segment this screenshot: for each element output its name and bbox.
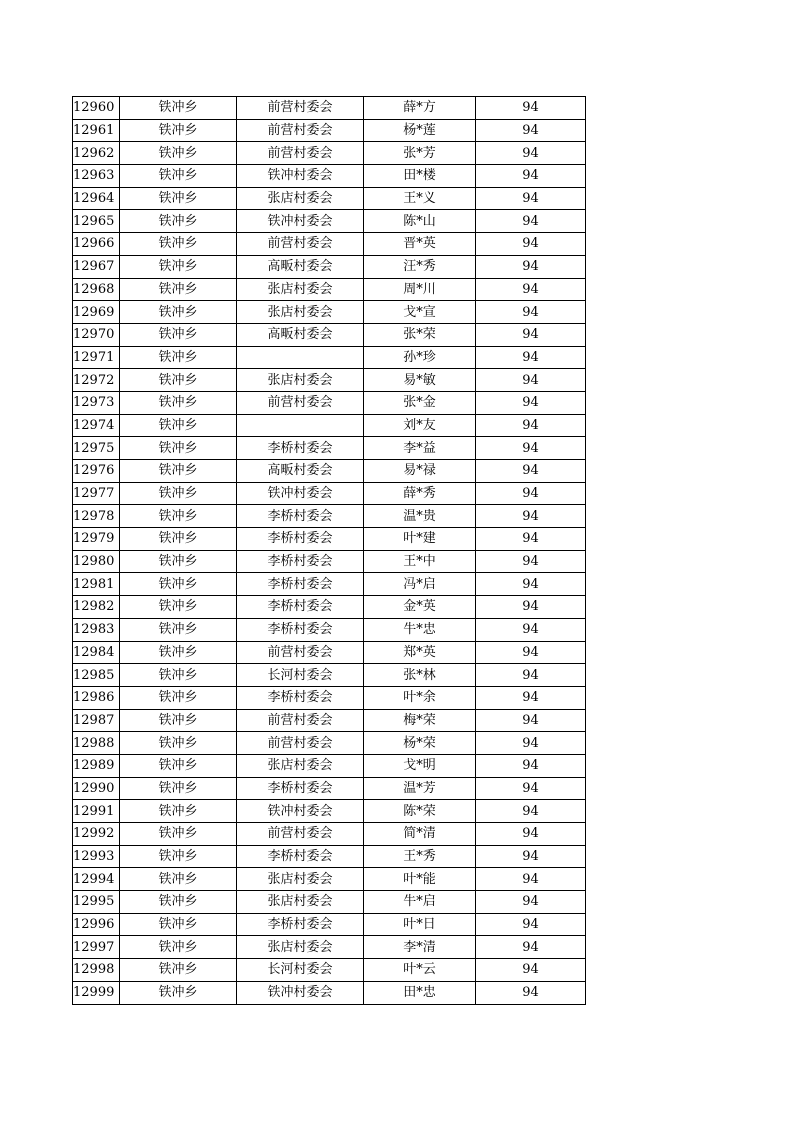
person-name-cell: 牛*启 xyxy=(364,891,476,914)
table-row xyxy=(73,845,586,868)
score-cell: 94 xyxy=(476,210,586,233)
town-cell: 铁冲乡 xyxy=(120,641,237,664)
score-cell: 94 xyxy=(476,437,586,460)
score-cell: 94 xyxy=(476,777,586,800)
town-cell: 铁冲乡 xyxy=(120,437,237,460)
town-cell: 铁冲乡 xyxy=(120,301,237,324)
table-row xyxy=(73,913,586,936)
row-id-cell: 12968 xyxy=(73,278,120,301)
person-name-cell: 金*英 xyxy=(364,596,476,619)
table-row xyxy=(73,709,586,732)
row-id-cell: 12987 xyxy=(73,709,120,732)
score-cell: 94 xyxy=(476,845,586,868)
village-committee-cell: 铁冲村委会 xyxy=(237,981,364,1004)
village-committee-cell: 铁冲村委会 xyxy=(237,210,364,233)
score-cell: 94 xyxy=(476,346,586,369)
village-committee-cell: 张店村委会 xyxy=(237,301,364,324)
person-name-cell: 简*清 xyxy=(364,823,476,846)
table-row xyxy=(73,981,586,1004)
score-cell: 94 xyxy=(476,482,586,505)
person-name-cell: 田*楼 xyxy=(364,165,476,188)
score-cell: 94 xyxy=(476,686,586,709)
score-cell: 94 xyxy=(476,301,586,324)
score-cell: 94 xyxy=(476,165,586,188)
person-name-cell: 张*金 xyxy=(364,391,476,414)
person-name-cell: 叶*日 xyxy=(364,913,476,936)
score-cell: 94 xyxy=(476,596,586,619)
person-name-cell: 叶*建 xyxy=(364,528,476,551)
table-row xyxy=(73,732,586,755)
town-cell: 铁冲乡 xyxy=(120,165,237,188)
town-cell: 铁冲乡 xyxy=(120,142,237,165)
town-cell: 铁冲乡 xyxy=(120,777,237,800)
town-cell: 铁冲乡 xyxy=(120,596,237,619)
village-committee-cell: 高畈村委会 xyxy=(237,323,364,346)
village-committee-cell: 前营村委会 xyxy=(237,732,364,755)
village-committee-cell: 前营村委会 xyxy=(237,119,364,142)
town-cell: 铁冲乡 xyxy=(120,278,237,301)
score-cell: 94 xyxy=(476,550,586,573)
town-cell: 铁冲乡 xyxy=(120,936,237,959)
person-name-cell: 叶*余 xyxy=(364,686,476,709)
row-id-cell: 12996 xyxy=(73,913,120,936)
table-row xyxy=(73,528,586,551)
town-cell: 铁冲乡 xyxy=(120,573,237,596)
village-committee-cell: 铁冲村委会 xyxy=(237,482,364,505)
village-committee-cell: 前营村委会 xyxy=(237,709,364,732)
village-committee-cell: 李桥村委会 xyxy=(237,437,364,460)
score-cell: 94 xyxy=(476,233,586,256)
village-committee-cell: 张店村委会 xyxy=(237,187,364,210)
score-cell: 94 xyxy=(476,936,586,959)
village-committee-cell: 李桥村委会 xyxy=(237,845,364,868)
row-id-cell: 12994 xyxy=(73,868,120,891)
row-id-cell: 12964 xyxy=(73,187,120,210)
table-row xyxy=(73,437,586,460)
town-cell: 铁冲乡 xyxy=(120,460,237,483)
row-id-cell: 12976 xyxy=(73,460,120,483)
score-cell: 94 xyxy=(476,754,586,777)
village-committee-cell xyxy=(237,414,364,437)
person-name-cell: 王*中 xyxy=(364,550,476,573)
row-id-cell: 12982 xyxy=(73,596,120,619)
village-committee-cell: 李桥村委会 xyxy=(237,505,364,528)
village-committee-cell: 前营村委会 xyxy=(237,142,364,165)
table-row xyxy=(73,891,586,914)
row-id-cell: 12998 xyxy=(73,959,120,982)
person-name-cell: 易*敏 xyxy=(364,369,476,392)
person-name-cell: 薛*方 xyxy=(364,97,476,120)
town-cell: 铁冲乡 xyxy=(120,664,237,687)
village-committee-cell: 李桥村委会 xyxy=(237,913,364,936)
town-cell: 铁冲乡 xyxy=(120,913,237,936)
row-id-cell: 12971 xyxy=(73,346,120,369)
row-id-cell: 12965 xyxy=(73,210,120,233)
table-row xyxy=(73,800,586,823)
score-cell: 94 xyxy=(476,800,586,823)
score-cell: 94 xyxy=(476,891,586,914)
person-name-cell: 陈*荣 xyxy=(364,800,476,823)
row-id-cell: 12992 xyxy=(73,823,120,846)
town-cell: 铁冲乡 xyxy=(120,528,237,551)
village-committee-cell: 长河村委会 xyxy=(237,959,364,982)
score-cell: 94 xyxy=(476,414,586,437)
table-row xyxy=(73,596,586,619)
table-row xyxy=(73,550,586,573)
town-cell: 铁冲乡 xyxy=(120,414,237,437)
village-committee-cell: 张店村委会 xyxy=(237,369,364,392)
row-id-cell: 12979 xyxy=(73,528,120,551)
row-id-cell: 12977 xyxy=(73,482,120,505)
town-cell: 铁冲乡 xyxy=(120,981,237,1004)
village-committee-cell: 高畈村委会 xyxy=(237,460,364,483)
village-committee-cell: 前营村委会 xyxy=(237,233,364,256)
village-committee-cell: 李桥村委会 xyxy=(237,686,364,709)
person-name-cell: 冯*启 xyxy=(364,573,476,596)
town-cell: 铁冲乡 xyxy=(120,505,237,528)
village-committee-cell xyxy=(237,346,364,369)
score-cell: 94 xyxy=(476,709,586,732)
score-cell: 94 xyxy=(476,732,586,755)
person-name-cell: 杨*莲 xyxy=(364,119,476,142)
score-cell: 94 xyxy=(476,823,586,846)
town-cell: 铁冲乡 xyxy=(120,369,237,392)
table-row xyxy=(73,573,586,596)
table-row xyxy=(73,959,586,982)
village-committee-cell: 李桥村委会 xyxy=(237,528,364,551)
person-name-cell: 牛*忠 xyxy=(364,618,476,641)
data-table xyxy=(72,96,586,1005)
person-name-cell: 李*清 xyxy=(364,936,476,959)
town-cell: 铁冲乡 xyxy=(120,845,237,868)
score-cell: 94 xyxy=(476,641,586,664)
person-name-cell: 王*秀 xyxy=(364,845,476,868)
village-committee-cell: 铁冲村委会 xyxy=(237,165,364,188)
score-cell: 94 xyxy=(476,97,586,120)
row-id-cell: 12966 xyxy=(73,233,120,256)
table-row xyxy=(73,414,586,437)
row-id-cell: 12969 xyxy=(73,301,120,324)
table-row xyxy=(73,233,586,256)
row-id-cell: 12989 xyxy=(73,754,120,777)
row-id-cell: 12981 xyxy=(73,573,120,596)
table-row xyxy=(73,686,586,709)
person-name-cell: 周*川 xyxy=(364,278,476,301)
person-name-cell: 戈*明 xyxy=(364,754,476,777)
town-cell: 铁冲乡 xyxy=(120,391,237,414)
table-row xyxy=(73,482,586,505)
row-id-cell: 12985 xyxy=(73,664,120,687)
row-id-cell: 12988 xyxy=(73,732,120,755)
row-id-cell: 12983 xyxy=(73,618,120,641)
row-id-cell: 12967 xyxy=(73,255,120,278)
person-name-cell: 温*芳 xyxy=(364,777,476,800)
row-id-cell: 12962 xyxy=(73,142,120,165)
table-row xyxy=(73,505,586,528)
town-cell: 铁冲乡 xyxy=(120,210,237,233)
town-cell: 铁冲乡 xyxy=(120,187,237,210)
village-committee-cell: 张店村委会 xyxy=(237,278,364,301)
table-row xyxy=(73,323,586,346)
town-cell: 铁冲乡 xyxy=(120,800,237,823)
row-id-cell: 12995 xyxy=(73,891,120,914)
town-cell: 铁冲乡 xyxy=(120,754,237,777)
table-row xyxy=(73,119,586,142)
score-cell: 94 xyxy=(476,391,586,414)
row-id-cell: 12961 xyxy=(73,119,120,142)
score-cell: 94 xyxy=(476,664,586,687)
row-id-cell: 12999 xyxy=(73,981,120,1004)
village-committee-cell: 张店村委会 xyxy=(237,936,364,959)
village-committee-cell: 张店村委会 xyxy=(237,891,364,914)
town-cell: 铁冲乡 xyxy=(120,823,237,846)
score-cell: 94 xyxy=(476,142,586,165)
row-id-cell: 12990 xyxy=(73,777,120,800)
person-name-cell: 易*禄 xyxy=(364,460,476,483)
row-id-cell: 12960 xyxy=(73,97,120,120)
score-cell: 94 xyxy=(476,618,586,641)
score-cell: 94 xyxy=(476,460,586,483)
person-name-cell: 戈*宣 xyxy=(364,301,476,324)
town-cell: 铁冲乡 xyxy=(120,891,237,914)
village-committee-cell: 李桥村委会 xyxy=(237,777,364,800)
spreadsheet-page xyxy=(72,96,586,1005)
village-committee-cell: 前营村委会 xyxy=(237,823,364,846)
table-row xyxy=(73,165,586,188)
table-row xyxy=(73,210,586,233)
row-id-cell: 12986 xyxy=(73,686,120,709)
person-name-cell: 晋*英 xyxy=(364,233,476,256)
person-name-cell: 张*芳 xyxy=(364,142,476,165)
town-cell: 铁冲乡 xyxy=(120,618,237,641)
table-row xyxy=(73,868,586,891)
row-id-cell: 12980 xyxy=(73,550,120,573)
person-name-cell: 陈*山 xyxy=(364,210,476,233)
person-name-cell: 李*益 xyxy=(364,437,476,460)
row-id-cell: 12973 xyxy=(73,391,120,414)
village-committee-cell: 李桥村委会 xyxy=(237,550,364,573)
row-id-cell: 12974 xyxy=(73,414,120,437)
row-id-cell: 12993 xyxy=(73,845,120,868)
row-id-cell: 12972 xyxy=(73,369,120,392)
table-row xyxy=(73,777,586,800)
row-id-cell: 12970 xyxy=(73,323,120,346)
table-row xyxy=(73,97,586,120)
person-name-cell: 郑*英 xyxy=(364,641,476,664)
person-name-cell: 张*林 xyxy=(364,664,476,687)
village-committee-cell: 李桥村委会 xyxy=(237,596,364,619)
score-cell: 94 xyxy=(476,573,586,596)
town-cell: 铁冲乡 xyxy=(120,233,237,256)
row-id-cell: 12984 xyxy=(73,641,120,664)
town-cell: 铁冲乡 xyxy=(120,732,237,755)
table-row xyxy=(73,754,586,777)
table-row xyxy=(73,641,586,664)
town-cell: 铁冲乡 xyxy=(120,346,237,369)
village-committee-cell: 铁冲村委会 xyxy=(237,800,364,823)
town-cell: 铁冲乡 xyxy=(120,686,237,709)
town-cell: 铁冲乡 xyxy=(120,255,237,278)
score-cell: 94 xyxy=(476,323,586,346)
row-id-cell: 12963 xyxy=(73,165,120,188)
village-committee-cell: 张店村委会 xyxy=(237,868,364,891)
table-row xyxy=(73,823,586,846)
score-cell: 94 xyxy=(476,255,586,278)
row-id-cell: 12991 xyxy=(73,800,120,823)
person-name-cell: 杨*荣 xyxy=(364,732,476,755)
person-name-cell: 温*贵 xyxy=(364,505,476,528)
town-cell: 铁冲乡 xyxy=(120,709,237,732)
town-cell: 铁冲乡 xyxy=(120,97,237,120)
score-cell: 94 xyxy=(476,369,586,392)
village-committee-cell: 张店村委会 xyxy=(237,754,364,777)
table-row xyxy=(73,664,586,687)
score-cell: 94 xyxy=(476,913,586,936)
person-name-cell: 刘*友 xyxy=(364,414,476,437)
table-row xyxy=(73,278,586,301)
table-row xyxy=(73,255,586,278)
town-cell: 铁冲乡 xyxy=(120,550,237,573)
person-name-cell: 张*荣 xyxy=(364,323,476,346)
person-name-cell: 王*义 xyxy=(364,187,476,210)
table-body xyxy=(73,97,586,1005)
village-committee-cell: 前营村委会 xyxy=(237,641,364,664)
table-row xyxy=(73,391,586,414)
person-name-cell: 汪*秀 xyxy=(364,255,476,278)
table-row xyxy=(73,187,586,210)
table-row xyxy=(73,369,586,392)
village-committee-cell: 李桥村委会 xyxy=(237,618,364,641)
score-cell: 94 xyxy=(476,119,586,142)
score-cell: 94 xyxy=(476,528,586,551)
village-committee-cell: 前营村委会 xyxy=(237,97,364,120)
village-committee-cell: 高畈村委会 xyxy=(237,255,364,278)
score-cell: 94 xyxy=(476,868,586,891)
person-name-cell: 叶*云 xyxy=(364,959,476,982)
town-cell: 铁冲乡 xyxy=(120,323,237,346)
person-name-cell: 孙*珍 xyxy=(364,346,476,369)
row-id-cell: 12975 xyxy=(73,437,120,460)
village-committee-cell: 长河村委会 xyxy=(237,664,364,687)
score-cell: 94 xyxy=(476,981,586,1004)
row-id-cell: 12978 xyxy=(73,505,120,528)
table-row xyxy=(73,346,586,369)
person-name-cell: 梅*荣 xyxy=(364,709,476,732)
town-cell: 铁冲乡 xyxy=(120,119,237,142)
village-committee-cell: 前营村委会 xyxy=(237,391,364,414)
person-name-cell: 薛*秀 xyxy=(364,482,476,505)
score-cell: 94 xyxy=(476,505,586,528)
town-cell: 铁冲乡 xyxy=(120,482,237,505)
town-cell: 铁冲乡 xyxy=(120,959,237,982)
row-id-cell: 12997 xyxy=(73,936,120,959)
table-row xyxy=(73,460,586,483)
village-committee-cell: 李桥村委会 xyxy=(237,573,364,596)
score-cell: 94 xyxy=(476,278,586,301)
town-cell: 铁冲乡 xyxy=(120,868,237,891)
person-name-cell: 叶*能 xyxy=(364,868,476,891)
score-cell: 94 xyxy=(476,187,586,210)
person-name-cell: 田*忠 xyxy=(364,981,476,1004)
table-row xyxy=(73,142,586,165)
score-cell: 94 xyxy=(476,959,586,982)
table-row xyxy=(73,618,586,641)
table-row xyxy=(73,936,586,959)
table-row xyxy=(73,301,586,324)
